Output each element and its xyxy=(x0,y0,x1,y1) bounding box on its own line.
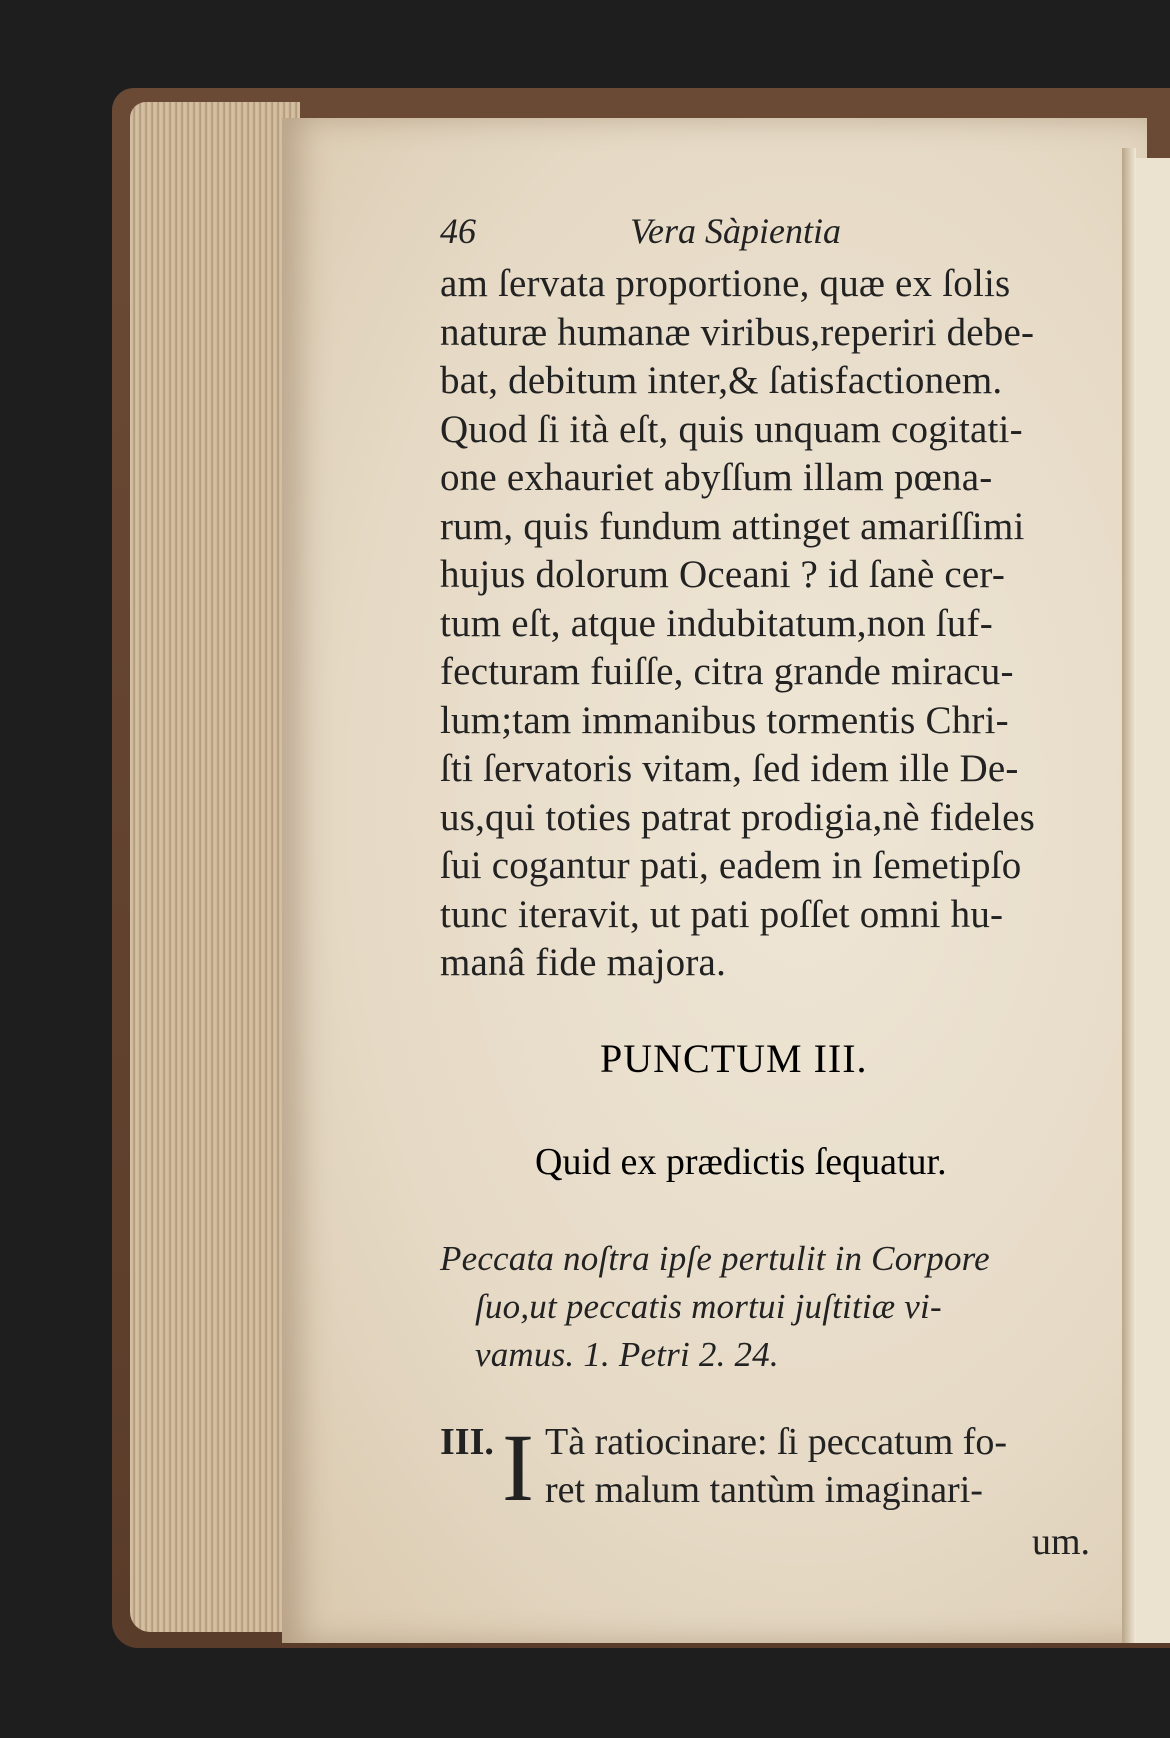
text-line: one exhauriet abyſſum illam pœna- xyxy=(440,456,993,499)
right-page-edge xyxy=(1136,158,1170,1643)
page-edges xyxy=(130,102,300,1632)
running-head: Vera Sàpientia xyxy=(630,211,841,251)
catchword: um. xyxy=(1032,1521,1091,1563)
text-line: rum, quis fundum attinget amariſſimi xyxy=(440,504,1025,548)
paragraph-line: Tà ratiocinare: ſi peccatum fo- xyxy=(545,1421,1008,1463)
section-heading: PUNCTUM III. xyxy=(600,1036,868,1081)
quote-line: Peccata noſtra ipſe pertulit in Corpore xyxy=(440,1239,990,1278)
page-header xyxy=(440,210,1100,260)
text-line: manâ fide majora. xyxy=(440,941,727,984)
body-text xyxy=(440,260,1100,988)
text-line: us,qui toties patrat prodigia,nè fideles xyxy=(440,795,1036,839)
text-line: bat, debitum inter,& ſatisfactionem. xyxy=(440,359,1003,402)
quote-line: ſuo,ut peccatis mortui juſtitiæ vi- xyxy=(475,1287,942,1326)
paragraph-number: III. xyxy=(440,1421,494,1463)
text-line: fecturam fuiſſe, citra grande miracu- xyxy=(440,650,1014,693)
text-line: lum;tam immanibus tormentis Chri- xyxy=(440,698,1009,742)
section-subheading: Quid ex prædictis ſequatur. xyxy=(535,1141,947,1183)
text-line: ſti ſervatoris vitam, ſed idem ille De- xyxy=(440,747,1019,790)
gutter xyxy=(1122,148,1136,1643)
text-line: tum eſt, atque indubitatum,non ſuf- xyxy=(440,601,993,645)
text-line: Quod ſi ità eſt, quis unquam cogitati- xyxy=(440,407,1023,451)
text-line: hujus dolorum Oceani ? id ſanè cer- xyxy=(440,553,1006,596)
scripture-quote xyxy=(440,1235,990,1379)
drop-cap: I xyxy=(502,1414,534,1521)
page-text xyxy=(440,210,1100,988)
paragraph-line: ret malum tantùm imaginari- xyxy=(545,1469,983,1511)
text-line: naturæ humanæ viribus,reperiri debe- xyxy=(440,310,1035,354)
page-number: 46 xyxy=(440,211,476,251)
quote-line: vamus. 1. Petri 2. 24. xyxy=(475,1335,779,1374)
text-line: ſui cogantur pati, eadem in ſemetipſo xyxy=(440,844,1022,887)
text-line: am ſervata proportione, quæ ex ſolis xyxy=(440,262,1011,305)
text-line: tunc iteravit, ut pati poſſet omni hu- xyxy=(440,892,1004,936)
